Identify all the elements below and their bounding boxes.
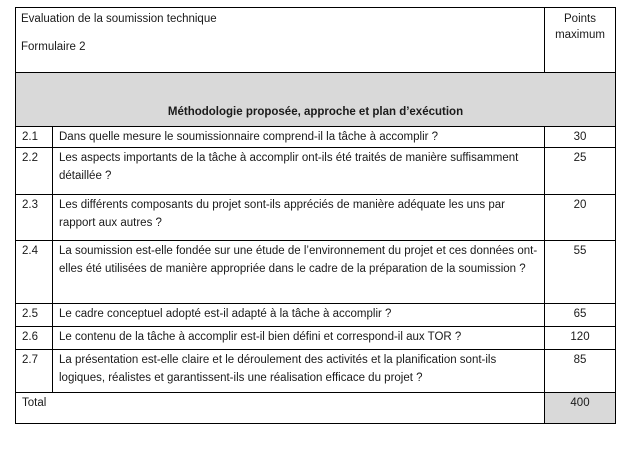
section-row	[16, 73, 616, 127]
total-row	[16, 393, 616, 424]
row-points: 30	[545, 127, 616, 148]
total-label: Total	[16, 393, 545, 424]
table-row	[16, 327, 616, 350]
row-points: 65	[545, 304, 616, 327]
row-question: Dans quelle mesure le soumissionnaire comprend-il la tâche à accomplir ?	[53, 127, 545, 148]
row-points: 120	[545, 327, 616, 350]
form-title: Evaluation de la soumission technique	[21, 13, 217, 25]
row-number: 2.3	[16, 195, 53, 241]
points-column-header: Points maximum	[545, 8, 616, 73]
form-title-cell	[16, 8, 545, 73]
table-row	[16, 127, 616, 148]
evaluation-form-table	[15, 7, 616, 424]
table-row	[16, 195, 616, 241]
row-question: La soumission est-elle fondée sur une étude de l’environnement du projet et ces données ont-elles été utilisées de manière appropriée dans le cadre de la préparation de la soumission ?	[53, 241, 545, 304]
row-number: 2.5	[16, 304, 53, 327]
section-title: Méthodologie proposée, approche et plan d’exécution	[16, 73, 616, 127]
row-question: Les aspects importants de la tâche à accomplir ont-ils été traités de manière suffisamment détaillée ?	[53, 148, 545, 195]
table-row	[16, 304, 616, 327]
row-points: 55	[545, 241, 616, 304]
row-number: 2.1	[16, 127, 53, 148]
row-question: La présentation est-elle claire et le déroulement des activités et la planification sont-ils logiques, réalistes et garantissent-ils une réalisation efficace du projet ?	[53, 350, 545, 393]
table-row	[16, 148, 616, 195]
row-points: 25	[545, 148, 616, 195]
header-row	[16, 8, 616, 73]
row-number: 2.7	[16, 350, 53, 393]
row-points: 85	[545, 350, 616, 393]
row-number: 2.4	[16, 241, 53, 304]
table-row	[16, 241, 616, 304]
row-number: 2.2	[16, 148, 53, 195]
row-question: Le cadre conceptuel adopté est-il adapté à la tâche à accomplir ?	[53, 304, 545, 327]
row-question: Les différents composants du projet sont-ils appréciés de manière adéquate les uns par rapport aux autres ?	[53, 195, 545, 241]
table-row	[16, 350, 616, 393]
form-subtitle: Formulaire 2	[21, 41, 86, 53]
row-number: 2.6	[16, 327, 53, 350]
row-points: 20	[545, 195, 616, 241]
row-question: Le contenu de la tâche à accomplir est-il bien défini et correspond-il aux TOR ?	[53, 327, 545, 350]
total-value: 400	[545, 393, 616, 424]
